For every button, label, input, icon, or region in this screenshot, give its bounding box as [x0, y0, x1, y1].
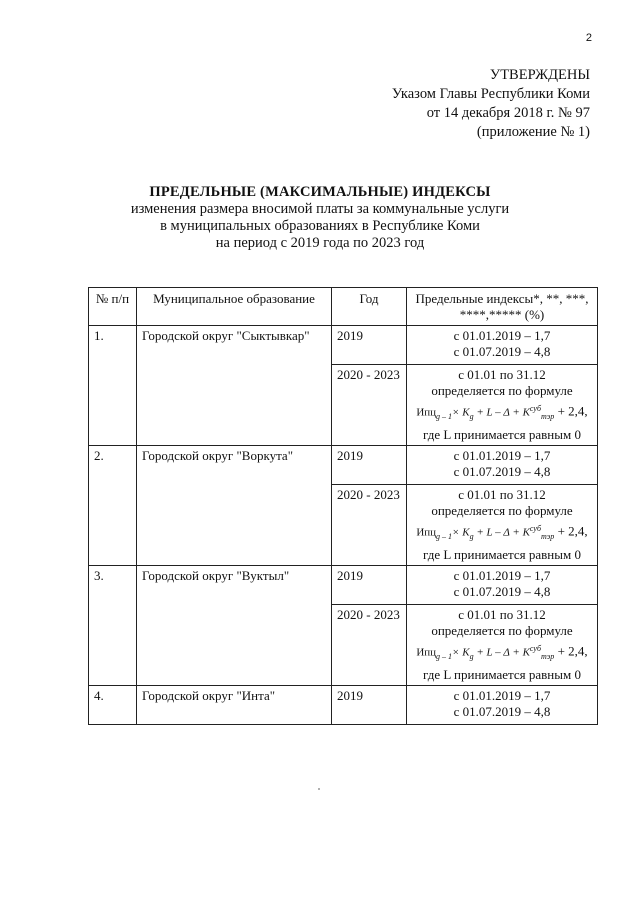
index-line: с 01.01 по 31.12	[458, 486, 546, 502]
formula-tail: + L – Δ + K	[473, 526, 530, 539]
header-num: № п/п	[89, 288, 137, 326]
index-line: с 01.01 по 31.12	[458, 606, 546, 622]
index-line: с 01.01.2019 – 1,7	[453, 328, 551, 343]
formula-tail: + L – Δ + K	[473, 646, 530, 659]
formula-mid: × K	[452, 526, 470, 539]
row-index	[407, 445, 598, 484]
index-line: с 01.01 по 31.12	[458, 367, 546, 382]
formula-tail: + L – Δ + K	[473, 406, 530, 419]
header-index: Предельные индексы*, **, ***, ****,***** (%)	[407, 288, 598, 326]
row-municipality: Городской округ "Инта"	[137, 685, 332, 724]
row-index	[407, 565, 598, 604]
approval-line-4: (приложение № 1)	[476, 124, 590, 140]
title-sub-2: в муниципальных образованиях в Республике Коми	[160, 218, 480, 234]
formula-k-sup: суб	[529, 643, 541, 653]
row-index	[407, 484, 598, 565]
row-num: 4.	[89, 685, 137, 724]
table-header-row	[89, 288, 598, 326]
row-year: 2019	[332, 565, 407, 604]
formula-ipc-sub: g – 1	[436, 411, 453, 421]
row-municipality: Городской округ "Сыктывкар"	[137, 326, 332, 446]
formula-end: + 2,4,	[554, 643, 588, 659]
row-num: 2.	[89, 445, 137, 565]
row-municipality: Городской округ "Вуктыл"	[137, 565, 332, 685]
table-row	[89, 326, 598, 365]
title-main: ПРЕДЕЛЬНЫЕ (МАКСИМАЛЬНЫЕ) ИНДЕКСЫ	[149, 184, 491, 200]
row-num: 3.	[89, 565, 137, 685]
formula-ipc: Ипц	[416, 646, 437, 659]
formula-kg-sub: g	[469, 411, 474, 421]
table-row	[89, 685, 598, 724]
formula-mid: × K	[452, 646, 470, 659]
row-index	[407, 604, 598, 685]
formula-ipc: Ипц	[416, 406, 437, 419]
formula-k-sub: тэр	[541, 411, 555, 421]
document-title	[0, 184, 640, 252]
title-sub-3: на период с 2019 года по 2023 год	[215, 235, 425, 251]
row-year: 2020 - 2023	[332, 484, 407, 565]
index-line: с 01.01.2019 – 1,7	[453, 567, 551, 583]
index-line: определяется по формуле	[431, 383, 573, 398]
row-year: 2019	[332, 685, 407, 724]
indices-table	[88, 287, 598, 725]
formula-kg-sub: g	[469, 651, 474, 661]
index-line: где L принимается равным 0	[423, 546, 581, 562]
index-line: с 01.01.2019 – 1,7	[453, 447, 551, 463]
row-year: 2020 - 2023	[332, 604, 407, 685]
formula-ipc-sub: g – 1	[436, 531, 453, 541]
row-index	[407, 685, 598, 724]
scan-speck	[318, 788, 320, 790]
approval-line-1: УТВЕРЖДЕНЫ	[489, 67, 590, 83]
index-line: определяется по формуле	[431, 502, 573, 518]
row-num: 1.	[89, 326, 137, 446]
row-index	[407, 365, 598, 446]
formula-ipc: Ипц	[416, 526, 437, 539]
formula-mid: × K	[452, 406, 470, 419]
row-municipality: Городской округ "Воркута"	[137, 445, 332, 565]
index-line: с 01.07.2019 – 4,8	[453, 703, 551, 719]
header-year: Год	[332, 288, 407, 326]
table-row	[89, 445, 598, 484]
formula-kg-sub: g	[469, 531, 474, 541]
formula	[412, 639, 592, 667]
formula	[412, 519, 592, 547]
row-index	[407, 326, 598, 365]
formula-k-sup: суб	[529, 523, 541, 533]
formula-end: + 2,4,	[554, 403, 588, 419]
approval-line-2: Указом Главы Республики Коми	[391, 86, 590, 102]
formula	[412, 399, 592, 427]
title-sub-1: изменения размера вносимой платы за коммунальные услуги	[130, 201, 510, 217]
index-line: определяется по формуле	[431, 622, 573, 638]
formula-k-sub: тэр	[541, 651, 555, 661]
row-year: 2020 - 2023	[332, 365, 407, 446]
index-line: с 01.01.2019 – 1,7	[453, 687, 551, 703]
index-line: с 01.07.2019 – 4,8	[453, 463, 551, 479]
row-year: 2019	[332, 445, 407, 484]
page-number: 2	[585, 32, 592, 44]
formula-ipc-sub: g – 1	[436, 651, 453, 661]
index-line: с 01.07.2019 – 4,8	[453, 344, 551, 359]
header-municipality: Муниципальное образование	[137, 288, 332, 326]
index-line: где L принимается равным 0	[423, 426, 581, 442]
formula-k-sub: тэр	[541, 531, 555, 541]
approval-block	[392, 66, 590, 142]
approval-line-3: от 14 декабря 2018 г. № 97	[426, 105, 590, 121]
formula-k-sup: суб	[529, 404, 541, 413]
index-line: с 01.07.2019 – 4,8	[453, 583, 551, 599]
table-row	[89, 565, 598, 604]
row-year: 2019	[332, 326, 407, 365]
formula-end: + 2,4,	[554, 523, 588, 539]
index-line: где L принимается равным 0	[423, 666, 581, 682]
